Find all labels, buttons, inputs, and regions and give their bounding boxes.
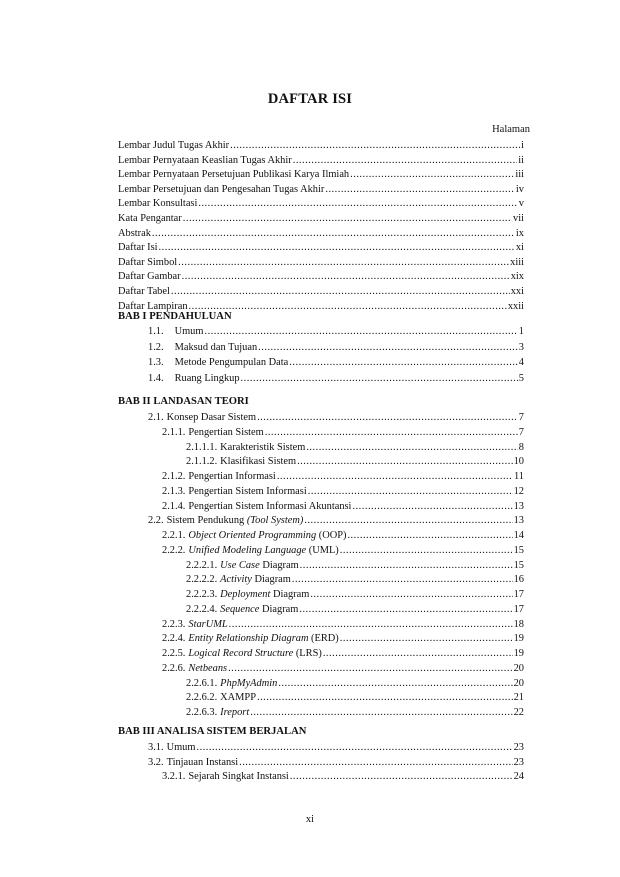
toc-entry-page: i xyxy=(521,140,524,151)
toc-entry[interactable] xyxy=(162,770,524,783)
toc-entry-number: 3.1. xyxy=(148,742,164,753)
toc-entry-label xyxy=(162,529,346,542)
toc-entry-suffix: Diagram xyxy=(251,574,291,586)
toc-entry-number: 2.2.6.1. xyxy=(186,677,218,689)
toc-entry-number: 2.1.1. xyxy=(162,426,186,438)
toc-entry-number: 2.2.4. xyxy=(162,633,186,645)
toc-entry-page: 19 xyxy=(513,648,524,659)
toc-entry-page: xxi xyxy=(510,286,524,297)
toc-entry-label xyxy=(118,168,349,181)
toc-entry-number: 2.2.5. xyxy=(162,648,186,659)
toc-entry-page: 8 xyxy=(518,441,524,453)
toc-entry-page: 15 xyxy=(513,559,524,571)
toc-entry-label xyxy=(118,139,229,152)
dot-leader xyxy=(293,154,518,167)
toc-entry-label xyxy=(162,770,289,783)
toc-entry[interactable] xyxy=(118,183,524,196)
toc-entry-text: Umum xyxy=(166,742,196,753)
dot-leader xyxy=(340,632,513,645)
toc-entry-page: iv xyxy=(515,183,524,195)
toc-entry-text: Ruang Lingkup xyxy=(174,372,240,384)
toc-entry[interactable] xyxy=(118,168,524,181)
toc-entry[interactable] xyxy=(118,285,524,298)
toc-entry-label xyxy=(162,618,228,631)
dot-leader xyxy=(239,756,513,769)
toc-entry-page: vii xyxy=(513,213,524,224)
toc-entry-text: Pengertian Informasi xyxy=(188,471,276,482)
toc-entry-label xyxy=(118,270,181,283)
toc-entry-page: 17 xyxy=(513,589,524,600)
toc-entry-text: Abstrak xyxy=(118,227,151,239)
toc-entry-label xyxy=(186,603,298,616)
toc-entry-suffix: (ERD) xyxy=(308,633,339,645)
toc-entry-page: 22 xyxy=(513,707,524,718)
dot-leader xyxy=(257,411,518,424)
toc-entry[interactable] xyxy=(148,325,524,338)
toc-entry-page: 23 xyxy=(513,756,524,768)
toc-entry-page: 17 xyxy=(513,603,524,615)
toc-entry[interactable] xyxy=(186,706,524,719)
toc-entry-page: 4 xyxy=(518,357,524,368)
chapter-heading[interactable]: BAB III ANALISA SISTEM BERJALAN xyxy=(118,726,307,737)
dot-leader xyxy=(241,372,518,385)
toc-entry-number: 2.1.3. xyxy=(162,485,186,497)
toc-entry[interactable] xyxy=(162,618,524,631)
dot-leader xyxy=(304,514,512,527)
toc-entry-text: Klasifikasi Sistem xyxy=(220,456,297,468)
toc-entry-label xyxy=(162,662,227,675)
toc-entry-page: 20 xyxy=(513,677,524,689)
toc-entry-text: Lembar Konsultasi xyxy=(118,198,198,210)
toc-entry[interactable] xyxy=(162,500,524,513)
toc-entry-page: 1 xyxy=(518,326,524,337)
toc-entry-text: Pengertian Sistem Informasi xyxy=(188,485,307,497)
toc-entry-text: Daftar Tabel xyxy=(118,286,170,297)
toc-entry-text: Lembar Pernyataan Persetujuan Publikasi Karya Ilmiah xyxy=(118,169,350,181)
toc-entry-page: 23 xyxy=(513,742,524,753)
toc-entry-page: 5 xyxy=(518,372,524,384)
toc-entry[interactable] xyxy=(186,455,524,468)
toc-entry-number: 2.2.2. xyxy=(162,544,186,556)
toc-entry-italic-text: Unified Modeling Language xyxy=(188,544,307,556)
toc-entry-label xyxy=(186,455,296,468)
dot-leader xyxy=(257,691,513,704)
toc-entry[interactable] xyxy=(148,356,524,369)
toc-entry-text: Konsep Dasar Sistem xyxy=(166,412,257,423)
toc-entry-italic-text: StarUML xyxy=(188,618,228,630)
toc-entry-label xyxy=(186,691,256,704)
toc-entry-label xyxy=(148,372,240,385)
toc-entry[interactable] xyxy=(162,470,524,483)
toc-entry[interactable] xyxy=(186,603,524,616)
toc-entry-suffix: Diagram xyxy=(270,589,310,600)
dot-leader xyxy=(299,603,512,616)
toc-entry-label xyxy=(118,197,197,210)
toc-entry-label xyxy=(118,183,324,196)
toc-entry-text: Lembar Persetujuan dan Pengesahan Tugas Akhir xyxy=(118,183,325,195)
toc-entry[interactable] xyxy=(118,241,524,254)
toc-entry-italic-text: Object Oriented Programming xyxy=(188,530,317,541)
toc-entry-number: 2.2.1. xyxy=(162,530,186,541)
toc-entry-number: 1.4. xyxy=(148,372,164,384)
toc-entry-page: 11 xyxy=(513,471,524,482)
toc-entry-italic-text: Deployment xyxy=(220,589,271,600)
toc-entry-label xyxy=(148,325,203,338)
toc-entry-text: Daftar Gambar xyxy=(118,271,181,283)
toc-entry-number: 2.2.2.4. xyxy=(186,603,218,615)
toc-entry-italic-text: Logical Record Structure xyxy=(188,648,294,659)
toc-entry-text: Maksud dan Tujuan xyxy=(174,341,258,353)
toc-entry-text: XAMPP xyxy=(220,692,256,704)
toc-entry-number: 2.2.3. xyxy=(162,618,186,630)
toc-entry[interactable] xyxy=(148,341,524,354)
dot-leader xyxy=(229,618,513,631)
toc-entry-label xyxy=(118,212,182,225)
toc-entry-label xyxy=(148,756,238,769)
toc-entry-label xyxy=(148,356,288,369)
toc-entry-italic-text: PhpMyAdmin xyxy=(220,677,278,689)
dot-leader xyxy=(340,544,513,557)
toc-entry-page: v xyxy=(518,198,524,210)
toc-entry-label xyxy=(186,441,305,454)
toc-entry-page: 7 xyxy=(518,426,524,438)
toc-entry[interactable] xyxy=(162,647,524,660)
toc-entry-page: xiii xyxy=(510,256,524,268)
halaman-label: Halaman xyxy=(492,124,530,135)
toc-entry-text: Umum xyxy=(174,326,204,337)
toc-entry-number: 2.2.6.3. xyxy=(186,707,218,718)
toc-entry-label xyxy=(162,632,339,645)
toc-entry[interactable] xyxy=(118,256,524,269)
toc-entry-label xyxy=(162,485,307,498)
toc-entry-number: 2.1.1.2. xyxy=(186,456,218,468)
toc-entry-page: iii xyxy=(515,169,524,181)
dot-leader xyxy=(325,183,515,196)
toc-entry-label xyxy=(148,514,303,527)
dot-leader xyxy=(323,647,513,660)
dot-leader xyxy=(289,356,518,369)
dot-leader xyxy=(228,662,513,675)
toc-entry-page: 20 xyxy=(513,662,524,674)
toc-entry-text: Metode Pengumpulan Data xyxy=(174,357,289,368)
toc-entry-label xyxy=(186,588,309,601)
toc-entry-label xyxy=(186,559,299,572)
toc-entry-italic-text: Use Case xyxy=(220,559,260,571)
toc-entry-suffix: (UML) xyxy=(306,544,339,556)
dot-leader xyxy=(292,573,513,586)
page-number: xi xyxy=(305,814,315,825)
toc-entry-page: 3 xyxy=(518,341,524,353)
toc-entry-label xyxy=(118,256,177,269)
toc-entry-text: Sistem Pendukung xyxy=(166,515,247,527)
dot-leader xyxy=(310,588,512,601)
toc-entry-label xyxy=(118,154,292,167)
toc-entry[interactable] xyxy=(186,677,524,690)
toc-entry[interactable] xyxy=(148,514,524,527)
toc-entry-label xyxy=(162,470,276,483)
toc-entry-number: 3.2. xyxy=(148,756,164,768)
toc-entry[interactable] xyxy=(162,632,524,645)
dot-leader xyxy=(347,529,512,542)
toc-entry[interactable] xyxy=(118,139,524,152)
page-title: DAFTAR ISI xyxy=(267,91,353,107)
toc-entry-text: Pengertian Sistem xyxy=(188,426,264,438)
dot-leader xyxy=(350,168,514,181)
toc-entry-suffix: Diagram xyxy=(259,559,299,571)
dot-leader xyxy=(178,256,509,269)
toc-entry-label xyxy=(162,544,339,557)
dot-leader xyxy=(258,341,518,354)
toc-entry-text: Pengertian Sistem Informasi Akuntansi xyxy=(188,500,352,512)
toc-entry-page: 19 xyxy=(513,633,524,645)
toc-entry-label xyxy=(186,573,291,586)
chapter-heading[interactable]: BAB II LANDASAN TEORI xyxy=(118,396,249,407)
dot-leader xyxy=(290,770,513,783)
dot-leader xyxy=(182,270,510,283)
toc-entry-italic-text: Sequence xyxy=(220,603,260,615)
toc-entry-suffix: Diagram xyxy=(259,603,299,615)
toc-entry-label xyxy=(148,741,195,754)
dot-leader xyxy=(352,500,512,513)
toc-entry-number: 1.1. xyxy=(148,326,164,337)
toc-entry[interactable] xyxy=(186,691,524,704)
dot-leader xyxy=(278,677,512,690)
dot-leader xyxy=(277,470,513,483)
toc-entry-text: Daftar Lampiran xyxy=(118,300,188,312)
toc-entry-text: Daftar Simbol xyxy=(118,256,178,268)
toc-entry-number: 2.1.2. xyxy=(162,471,186,482)
toc-entry-page: ix xyxy=(515,227,524,239)
toc-entry-page: 24 xyxy=(513,771,524,782)
toc-entry-text: Daftar Isi xyxy=(118,242,158,254)
toc-entry-number: 2.2.6.2. xyxy=(186,692,218,704)
dot-leader xyxy=(308,485,513,498)
toc-entry-italic-text: Ireport xyxy=(220,707,250,718)
toc-entry-label xyxy=(148,411,256,424)
toc-entry-number: 2.2.2.2. xyxy=(186,574,218,586)
dot-leader xyxy=(171,285,510,298)
dot-leader xyxy=(297,455,513,468)
toc-entry-page: xi xyxy=(515,242,524,254)
toc-entry[interactable] xyxy=(148,372,524,385)
toc-entry-label xyxy=(186,677,277,690)
toc-entry-page: 14 xyxy=(513,530,524,541)
toc-entry-number: 2.1.4. xyxy=(162,500,186,512)
toc-entry-number: 1.2. xyxy=(148,341,164,353)
toc-entry-page: xxii xyxy=(507,300,524,312)
toc-entry-text: Lembar Judul Tugas Akhir xyxy=(118,140,230,151)
toc-entry-page: 12 xyxy=(513,485,524,497)
toc-entry-number: 2.2. xyxy=(148,515,164,527)
toc-entry[interactable] xyxy=(118,197,524,210)
toc-entry-label xyxy=(162,647,322,660)
toc-entry[interactable] xyxy=(186,588,524,601)
toc-entry-suffix: (LRS) xyxy=(293,648,322,659)
toc-entry[interactable] xyxy=(162,529,524,542)
dot-leader xyxy=(152,227,515,240)
toc-entry-text: Lembar Pernyataan Keaslian Tugas Akhir xyxy=(118,154,292,166)
toc-entry[interactable] xyxy=(118,212,524,225)
toc-entry-page: 13 xyxy=(513,500,524,512)
toc-entry-page: 16 xyxy=(513,574,524,586)
toc-entry-page: 10 xyxy=(513,456,524,468)
toc-entry-label xyxy=(118,285,170,298)
toc-entry[interactable] xyxy=(186,559,524,572)
toc-entry-text: Karakteristik Sistem xyxy=(220,441,306,453)
dot-leader xyxy=(183,212,512,225)
toc-entry-page: 7 xyxy=(518,412,524,423)
toc-entry[interactable] xyxy=(162,485,524,498)
toc-entry-italic-text: Netbeans xyxy=(188,662,228,674)
toc-entry-label xyxy=(118,241,158,254)
toc-entry-number: 2.1. xyxy=(148,412,164,423)
toc-entry[interactable] xyxy=(162,544,524,557)
toc-entry-number: 1.3. xyxy=(148,357,164,368)
toc-entry[interactable] xyxy=(148,411,524,424)
toc-entry[interactable] xyxy=(148,756,524,769)
dot-leader xyxy=(265,426,518,439)
dot-leader xyxy=(159,241,515,254)
toc-entry[interactable] xyxy=(186,573,524,586)
toc-entry[interactable] xyxy=(118,154,524,167)
toc-entry-number: 3.2.1. xyxy=(162,771,186,782)
toc-entry-label xyxy=(148,341,257,354)
dot-leader xyxy=(306,441,517,454)
toc-entry-number: 2.2.2.1. xyxy=(186,559,218,571)
toc-entry-suffix: (OOP) xyxy=(316,530,347,541)
toc-entry[interactable] xyxy=(148,741,524,754)
toc-entry[interactable] xyxy=(162,426,524,439)
toc-entry-italic-text: Entity Relationship Diagram xyxy=(188,633,309,645)
toc-entry-page: xix xyxy=(510,271,524,283)
toc-entry-page: 18 xyxy=(513,618,524,630)
dot-leader xyxy=(250,706,512,719)
toc-entry-italic-text: Activity xyxy=(220,574,252,586)
toc-entry-label xyxy=(162,426,264,439)
toc-entry-number: 2.2.6. xyxy=(162,662,186,674)
chapter-heading[interactable]: BAB I PENDAHULUAN xyxy=(118,311,232,322)
toc-entry-number: 2.1.1.1. xyxy=(186,441,218,453)
toc-entry-page: 15 xyxy=(513,544,524,556)
dot-leader xyxy=(300,559,513,572)
toc-entry[interactable] xyxy=(118,270,524,283)
dot-leader xyxy=(189,300,507,313)
toc-entry-page: 13 xyxy=(513,515,524,527)
dot-leader xyxy=(196,741,512,754)
toc-entry[interactable] xyxy=(186,441,524,454)
toc-entry-label xyxy=(186,706,249,719)
toc-entry-text: Sejarah Singkat Instansi xyxy=(188,771,289,782)
toc-entry-page: ii xyxy=(518,154,524,166)
toc-entry[interactable] xyxy=(118,227,524,240)
toc-entry-text: Tinjauan Instansi xyxy=(166,756,239,768)
toc-entry-label xyxy=(162,500,351,513)
toc-entry[interactable] xyxy=(162,662,524,675)
dot-leader xyxy=(230,139,520,152)
toc-entry-label xyxy=(118,227,151,240)
dot-leader xyxy=(198,197,517,210)
dot-leader xyxy=(204,325,517,338)
toc-entry-text: Kata Pengantar xyxy=(118,213,182,224)
toc-entry-italic-text: (Tool System) xyxy=(246,515,304,527)
toc-entry-page: 21 xyxy=(513,692,524,704)
toc-entry-number: 2.2.2.3. xyxy=(186,589,218,600)
